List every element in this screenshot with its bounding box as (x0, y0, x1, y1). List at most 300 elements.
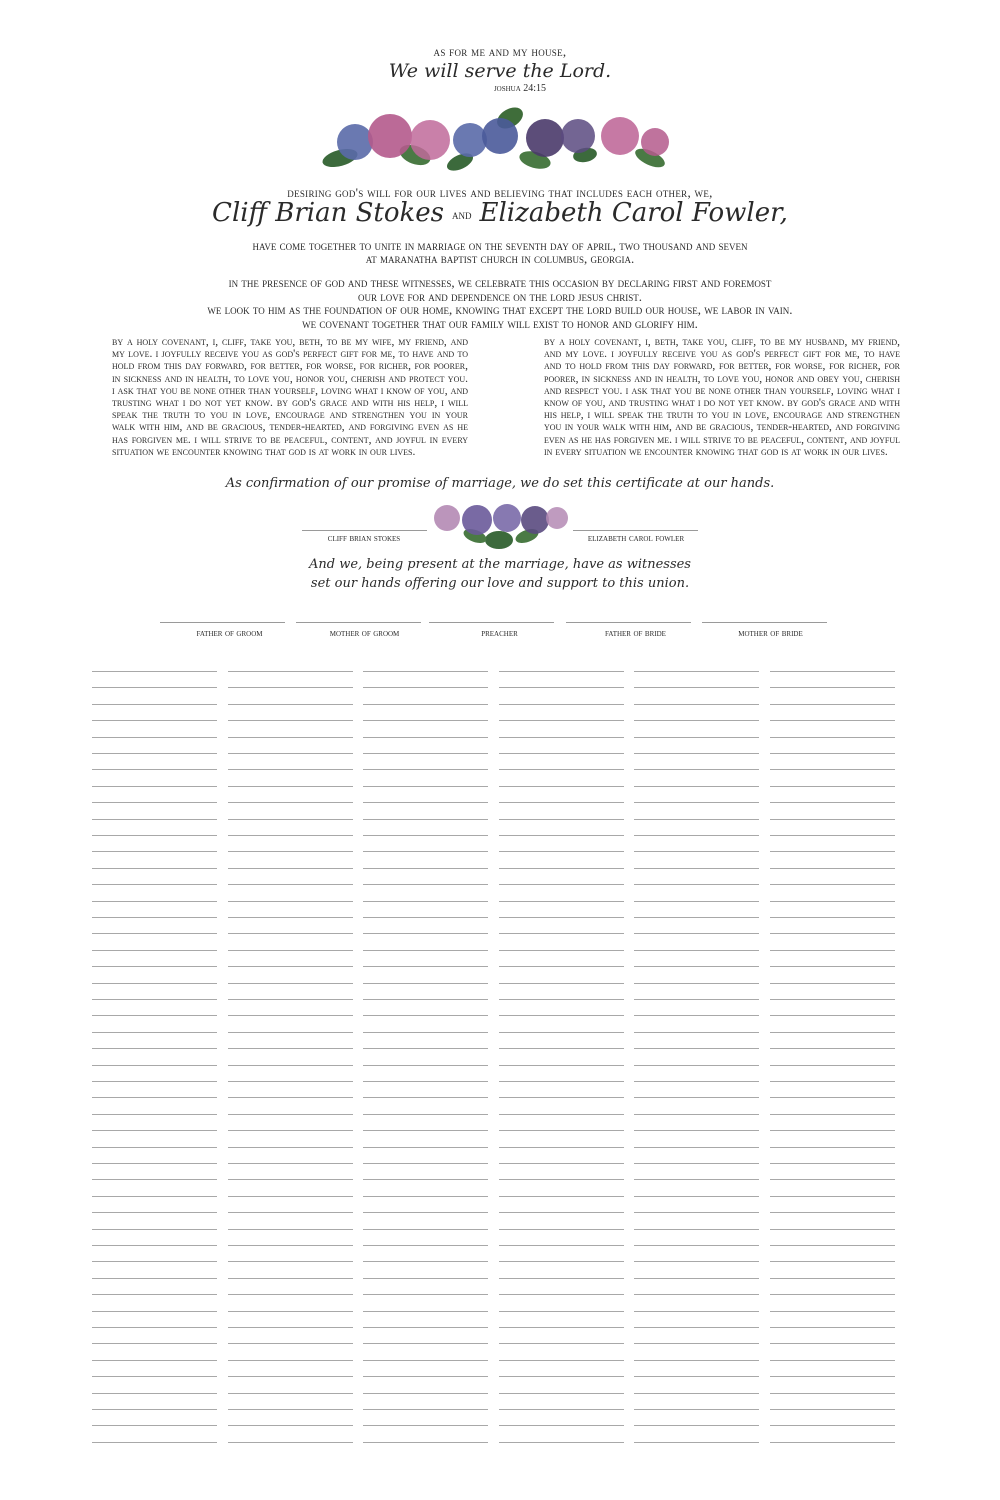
witness-signature-line[interactable] (92, 1442, 217, 1443)
witness-signature-line[interactable] (634, 1393, 759, 1394)
witness-signature-line[interactable] (770, 884, 895, 885)
witness-signature-line[interactable] (228, 704, 353, 705)
witness-signature-line[interactable] (363, 687, 488, 688)
witness-signature-line[interactable] (92, 1343, 217, 1344)
witness-signature-line[interactable] (92, 933, 217, 934)
witness-signature-line[interactable] (228, 1196, 353, 1197)
witness-signature-line[interactable] (634, 966, 759, 967)
witness-signature-line[interactable] (228, 1065, 353, 1066)
witness-signature-line[interactable] (228, 1327, 353, 1328)
witness-signature-line[interactable] (770, 1327, 895, 1328)
witness-signature-line[interactable] (770, 1343, 895, 1344)
witness-line: set our hands offering our love and support to this union. (310, 576, 690, 591)
witness-signature-line[interactable] (770, 769, 895, 770)
witness-signature-line[interactable] (499, 901, 624, 902)
witness-signature-line[interactable] (92, 704, 217, 705)
witness-signature-line[interactable] (363, 1261, 488, 1262)
witness-signature-line[interactable] (92, 1294, 217, 1295)
witness-signature-line[interactable] (770, 1015, 895, 1016)
witness-signature-line[interactable] (499, 687, 624, 688)
witness-signature-line[interactable] (634, 901, 759, 902)
witness-signature-line[interactable] (92, 1147, 217, 1148)
witness-signature-line[interactable] (363, 704, 488, 705)
witness-signature-line[interactable] (499, 1229, 624, 1230)
witness-signature-line[interactable] (770, 966, 895, 967)
witness-signature-line[interactable] (499, 835, 624, 836)
witness-signature-line[interactable] (499, 999, 624, 1000)
witness-signature-line[interactable] (228, 999, 353, 1000)
witness-signature-line[interactable] (634, 983, 759, 984)
witness-signature-line[interactable] (92, 753, 217, 754)
witness-signature-line[interactable] (634, 819, 759, 820)
witness-signature-line[interactable] (363, 671, 488, 672)
witness-signature-line[interactable] (770, 1065, 895, 1066)
witness-signature-line[interactable] (499, 720, 624, 721)
witness-signature-line[interactable] (499, 704, 624, 705)
witness-signature-line[interactable] (228, 835, 353, 836)
witness-signature-line[interactable] (634, 999, 759, 1000)
witness-signature-line[interactable] (363, 1147, 488, 1148)
witness-signature-line[interactable] (499, 753, 624, 754)
witness-signature-line[interactable] (770, 1147, 895, 1148)
witness-signature-line[interactable] (499, 1081, 624, 1082)
witness-signature-line[interactable] (770, 983, 895, 984)
witness-signature-line[interactable] (363, 901, 488, 902)
witness-signature-line[interactable] (634, 1130, 759, 1131)
witness-signature-line[interactable] (228, 1032, 353, 1033)
witness-signature-line[interactable] (363, 983, 488, 984)
witness-signature-line[interactable] (499, 1327, 624, 1328)
witness-signature-line[interactable] (363, 868, 488, 869)
witness-signature-line[interactable] (363, 819, 488, 820)
witness-signature-line[interactable] (92, 1376, 217, 1377)
witness-signature-line[interactable] (363, 851, 488, 852)
witness-signature-line[interactable] (770, 1048, 895, 1049)
witness-signature-line[interactable] (92, 769, 217, 770)
witness-signature-line[interactable] (499, 1065, 624, 1066)
witness-signature-line[interactable] (228, 720, 353, 721)
witness-signature-line[interactable] (228, 1376, 353, 1377)
witness-signature-line[interactable] (363, 1311, 488, 1312)
witness-signature-line[interactable] (634, 1015, 759, 1016)
father-of-groom-signature-line[interactable] (160, 622, 285, 623)
witness-signature-line[interactable] (770, 1179, 895, 1180)
witness-signature-line[interactable] (92, 720, 217, 721)
witness-signature-line[interactable] (363, 1032, 488, 1033)
witness-signature-line[interactable] (499, 786, 624, 787)
witness-signature-line[interactable] (499, 1048, 624, 1049)
witness-signature-line[interactable] (770, 720, 895, 721)
witness-signature-line[interactable] (228, 1229, 353, 1230)
witness-signature-line[interactable] (92, 1327, 217, 1328)
witness-signature-line[interactable] (499, 1278, 624, 1279)
witness-signature-line[interactable] (499, 671, 624, 672)
witness-signature-line[interactable] (770, 786, 895, 787)
witness-signature-line[interactable] (92, 851, 217, 852)
witness-signature-line[interactable] (228, 1409, 353, 1410)
witness-signature-line[interactable] (770, 1360, 895, 1361)
witness-signature-line[interactable] (634, 671, 759, 672)
witness-signature-line[interactable] (92, 1212, 217, 1213)
witness-signature-line[interactable] (634, 1081, 759, 1082)
witness-signature-line[interactable] (770, 1294, 895, 1295)
witness-signature-line[interactable] (770, 1425, 895, 1426)
witness-signature-line[interactable] (634, 1261, 759, 1262)
witness-signature-line[interactable] (228, 1360, 353, 1361)
witness-signature-line[interactable] (770, 835, 895, 836)
groom-name: Cliff Brian Stokes (212, 198, 445, 228)
witness-signature-line[interactable] (228, 1311, 353, 1312)
witness-signature-line[interactable] (499, 1360, 624, 1361)
witness-signature-line[interactable] (228, 687, 353, 688)
witness-signature-line[interactable] (92, 1015, 217, 1016)
witness-signature-line[interactable] (92, 999, 217, 1000)
witness-signature-line[interactable] (499, 983, 624, 984)
witness-signature-line[interactable] (634, 1097, 759, 1098)
witness-signature-line[interactable] (92, 687, 217, 688)
witness-signature-line[interactable] (499, 1442, 624, 1443)
witness-signature-line[interactable] (634, 950, 759, 951)
witness-signature-line[interactable] (363, 1376, 488, 1377)
witness-signature-line[interactable] (363, 1343, 488, 1344)
father-of-bride-signature-line[interactable] (566, 622, 691, 623)
witness-signature-line[interactable] (634, 1032, 759, 1033)
witness-signature-line[interactable] (634, 1196, 759, 1197)
witness-signature-line[interactable] (770, 1229, 895, 1230)
witness-signature-line[interactable] (92, 802, 217, 803)
witness-signature-line[interactable] (228, 1294, 353, 1295)
witness-signature-line[interactable] (92, 1179, 217, 1180)
witness-signature-line[interactable] (634, 802, 759, 803)
witness-signature-line[interactable] (499, 1196, 624, 1197)
witness-signature-line[interactable] (363, 1278, 488, 1279)
witness-signature-line[interactable] (770, 1032, 895, 1033)
witness-signature-line[interactable] (634, 769, 759, 770)
witness-signature-line[interactable] (770, 1245, 895, 1246)
witness-signature-line[interactable] (634, 1278, 759, 1279)
witness-signature-line[interactable] (770, 1278, 895, 1279)
witness-signature-line[interactable] (634, 1163, 759, 1164)
witness-signature-line[interactable] (499, 868, 624, 869)
witness-signature-line[interactable] (228, 917, 353, 918)
witness-signature-line[interactable] (499, 1163, 624, 1164)
witness-signature-line[interactable] (634, 1425, 759, 1426)
witness-signature-line[interactable] (92, 1311, 217, 1312)
witness-signature-line[interactable] (363, 1048, 488, 1049)
witness-signature-line[interactable] (634, 1409, 759, 1410)
witness-signature-line[interactable] (228, 737, 353, 738)
witness-signature-line[interactable] (363, 999, 488, 1000)
witness-signature-line[interactable] (634, 753, 759, 754)
witness-signature-line[interactable] (499, 737, 624, 738)
witness-signature-line[interactable] (499, 1032, 624, 1033)
witness-signature-line[interactable] (770, 1196, 895, 1197)
witness-signature-line[interactable] (634, 1294, 759, 1295)
witness-signature-line[interactable] (499, 1097, 624, 1098)
witness-signature-line[interactable] (92, 835, 217, 836)
witness-signature-line[interactable] (228, 983, 353, 984)
witness-signature-line[interactable] (228, 1343, 353, 1344)
witness-signature-line[interactable] (634, 1442, 759, 1443)
witness-signature-line[interactable] (92, 1032, 217, 1033)
witness-signature-line[interactable] (634, 851, 759, 852)
witness-signature-line[interactable] (770, 753, 895, 754)
witness-signature-line[interactable] (363, 884, 488, 885)
witness-signature-line[interactable] (363, 1425, 488, 1426)
witness-signature-line[interactable] (92, 868, 217, 869)
witness-signature-line[interactable] (363, 769, 488, 770)
witness-signature-line[interactable] (634, 1245, 759, 1246)
witness-signature-line[interactable] (499, 1130, 624, 1131)
witness-signature-line[interactable] (228, 671, 353, 672)
witness-signature-line[interactable] (363, 1229, 488, 1230)
witness-signature-line[interactable] (228, 1278, 353, 1279)
witness-signature-line[interactable] (770, 737, 895, 738)
witness-signature-line[interactable] (363, 753, 488, 754)
witness-signature-line[interactable] (92, 950, 217, 951)
witness-signature-line[interactable] (92, 1163, 217, 1164)
witness-signature-line[interactable] (92, 1409, 217, 1410)
witness-signature-line[interactable] (770, 1114, 895, 1115)
witness-signature-line[interactable] (499, 1114, 624, 1115)
witness-signature-line[interactable] (92, 1130, 217, 1131)
witness-signature-line[interactable] (634, 1327, 759, 1328)
witness-signature-line[interactable] (92, 1196, 217, 1197)
witness-signature-line[interactable] (228, 1179, 353, 1180)
witness-signature-line[interactable] (634, 1114, 759, 1115)
witness-signature-line[interactable] (228, 1147, 353, 1148)
witness-signature-line[interactable] (770, 999, 895, 1000)
witness-signature-line[interactable] (228, 1081, 353, 1082)
witness-signature-line[interactable] (363, 835, 488, 836)
witness-signature-line[interactable] (499, 851, 624, 852)
witness-signature-line[interactable] (92, 917, 217, 918)
witness-signature-line[interactable] (363, 720, 488, 721)
witness-signature-line[interactable] (499, 1245, 624, 1246)
preacher-signature-line[interactable] (429, 622, 554, 623)
witness-signature-line[interactable] (363, 737, 488, 738)
witness-signature-line[interactable] (770, 704, 895, 705)
witness-signature-line[interactable] (228, 1425, 353, 1426)
witness-signature-line[interactable] (228, 1130, 353, 1131)
witness-signature-line[interactable] (499, 1294, 624, 1295)
witness-signature-line[interactable] (634, 1343, 759, 1344)
witness-signature-line[interactable] (634, 1360, 759, 1361)
witness-signature-line[interactable] (499, 966, 624, 967)
witness-signature-line[interactable] (92, 1065, 217, 1066)
witness-signature-line[interactable] (770, 868, 895, 869)
witness-signature-line[interactable] (363, 1130, 488, 1131)
witness-signature-line[interactable] (228, 1442, 353, 1443)
witness-signature-line[interactable] (92, 786, 217, 787)
witness-signature-line[interactable] (228, 884, 353, 885)
witness-signature-line[interactable] (634, 737, 759, 738)
witness-signature-line[interactable] (363, 950, 488, 951)
witness-signature-line[interactable] (363, 1294, 488, 1295)
witness-signature-line[interactable] (92, 671, 217, 672)
witness-signature-line[interactable] (499, 1311, 624, 1312)
witness-signature-line[interactable] (770, 1261, 895, 1262)
witness-signature-line[interactable] (499, 1261, 624, 1262)
witness-signature-line[interactable] (770, 1409, 895, 1410)
witness-signature-line[interactable] (228, 802, 353, 803)
witness-signature-line[interactable] (228, 786, 353, 787)
witness-signature-line[interactable] (228, 819, 353, 820)
witness-signature-line[interactable] (499, 884, 624, 885)
witness-signature-line[interactable] (770, 819, 895, 820)
witness-signature-line[interactable] (634, 917, 759, 918)
witness-signature-line[interactable] (634, 884, 759, 885)
witness-signature-line[interactable] (770, 1442, 895, 1443)
witness-signature-line[interactable] (634, 1311, 759, 1312)
witness-signature-line[interactable] (634, 868, 759, 869)
witness-signature-line[interactable] (634, 720, 759, 721)
witness-signature-line[interactable] (92, 1081, 217, 1082)
witness-signature-line[interactable] (363, 1409, 488, 1410)
witness-signature-line[interactable] (634, 1048, 759, 1049)
witness-signature-line[interactable] (499, 933, 624, 934)
witness-signature-line[interactable] (363, 1327, 488, 1328)
witness-signature-line[interactable] (92, 1425, 217, 1426)
witness-signature-line[interactable] (363, 1196, 488, 1197)
witness-signature-line[interactable] (92, 983, 217, 984)
witness-signature-line[interactable] (228, 1212, 353, 1213)
witness-signature-line[interactable] (228, 1015, 353, 1016)
witness-signature-line[interactable] (363, 1081, 488, 1082)
witness-signature-line[interactable] (499, 819, 624, 820)
witness-signature-line[interactable] (228, 1163, 353, 1164)
witness-signature-line[interactable] (363, 1245, 488, 1246)
witness-signature-line[interactable] (499, 950, 624, 951)
witness-signature-line[interactable] (363, 966, 488, 967)
witness-signature-line[interactable] (499, 802, 624, 803)
witness-signature-line[interactable] (228, 1245, 353, 1246)
bride-signature-line[interactable] (573, 530, 698, 531)
mother-of-bride-signature-line[interactable] (702, 622, 827, 623)
witness-signature-line[interactable] (228, 753, 353, 754)
witness-signature-line[interactable] (634, 1376, 759, 1377)
witness-signature-line[interactable] (770, 671, 895, 672)
witness-signature-line[interactable] (634, 1065, 759, 1066)
witness-signature-line[interactable] (770, 1393, 895, 1394)
witness-signature-line[interactable] (499, 917, 624, 918)
witness-signature-line[interactable] (228, 933, 353, 934)
witness-signature-line[interactable] (499, 1425, 624, 1426)
witness-signature-line[interactable] (499, 1393, 624, 1394)
witness-signature-line[interactable] (228, 1261, 353, 1262)
witness-signature-line[interactable] (499, 1409, 624, 1410)
witness-signature-line[interactable] (634, 835, 759, 836)
father-of-groom-label: father of groom (196, 628, 263, 639)
witness-signature-line[interactable] (363, 1097, 488, 1098)
witness-signature-line[interactable] (92, 1048, 217, 1049)
witness-signature-line[interactable] (634, 1212, 759, 1213)
witness-signature-line[interactable] (499, 1179, 624, 1180)
witness-signature-line[interactable] (92, 1278, 217, 1279)
witness-signature-line[interactable] (363, 933, 488, 934)
witness-signature-line[interactable] (770, 1130, 895, 1131)
witness-signature-line[interactable] (634, 933, 759, 934)
witness-signature-line[interactable] (92, 1261, 217, 1262)
witness-signature-line[interactable] (770, 802, 895, 803)
witness-signature-line[interactable] (228, 1114, 353, 1115)
witness-signature-line[interactable] (770, 687, 895, 688)
witness-signature-line[interactable] (634, 687, 759, 688)
witness-signature-line[interactable] (499, 1212, 624, 1213)
witness-signature-line[interactable] (770, 950, 895, 951)
witness-signature-line[interactable] (92, 966, 217, 967)
witness-signature-line[interactable] (634, 1179, 759, 1180)
witness-signature-line[interactable] (634, 1147, 759, 1148)
witness-signature-line[interactable] (770, 917, 895, 918)
mother-of-groom-label: mother of groom (329, 628, 400, 639)
witness-signature-line[interactable] (770, 1081, 895, 1082)
witness-signature-line[interactable] (770, 1212, 895, 1213)
witness-signature-line[interactable] (363, 1065, 488, 1066)
witness-signature-line[interactable] (770, 933, 895, 934)
witness-signature-line[interactable] (92, 1393, 217, 1394)
witness-signature-line[interactable] (92, 1229, 217, 1230)
witness-signature-line[interactable] (363, 1015, 488, 1016)
witness-signature-line[interactable] (770, 1163, 895, 1164)
witness-signature-line[interactable] (363, 1212, 488, 1213)
witness-signature-line[interactable] (499, 1015, 624, 1016)
witness-signature-line[interactable] (770, 1097, 895, 1098)
witness-signature-grid (92, 660, 895, 1450)
witness-signature-line[interactable] (228, 851, 353, 852)
witness-signature-line[interactable] (228, 868, 353, 869)
witness-signature-line[interactable] (363, 1393, 488, 1394)
witness-signature-line[interactable] (228, 1048, 353, 1049)
witness-signature-line[interactable] (363, 1442, 488, 1443)
witness-signature-line[interactable] (228, 901, 353, 902)
witness-signature-line[interactable] (363, 786, 488, 787)
witness-signature-line[interactable] (228, 966, 353, 967)
witness-signature-line[interactable] (634, 704, 759, 705)
witness-signature-line[interactable] (363, 802, 488, 803)
witness-signature-line[interactable] (499, 1376, 624, 1377)
witness-signature-line[interactable] (92, 1097, 217, 1098)
witness-signature-line[interactable] (363, 1360, 488, 1361)
witness-signature-line[interactable] (92, 901, 217, 902)
witness-signature-line[interactable] (92, 1360, 217, 1361)
witness-signature-line[interactable] (92, 1245, 217, 1246)
witness-signature-line[interactable] (634, 786, 759, 787)
mother-of-groom-signature-line[interactable] (296, 622, 421, 623)
witness-signature-line[interactable] (228, 769, 353, 770)
witness-signature-line[interactable] (363, 1179, 488, 1180)
witness-signature-line[interactable] (770, 1376, 895, 1377)
witness-signature-line[interactable] (92, 819, 217, 820)
witness-signature-line[interactable] (92, 1114, 217, 1115)
witness-signature-line[interactable] (499, 1343, 624, 1344)
witness-signature-line[interactable] (228, 1097, 353, 1098)
witness-signature-line[interactable] (499, 1147, 624, 1148)
witness-signature-line[interactable] (228, 950, 353, 951)
witness-signature-line[interactable] (363, 917, 488, 918)
witness-signature-line[interactable] (363, 1114, 488, 1115)
witness-signature-line[interactable] (770, 901, 895, 902)
witness-signature-line[interactable] (92, 884, 217, 885)
witness-signature-line[interactable] (363, 1163, 488, 1164)
witness-signature-line[interactable] (770, 1311, 895, 1312)
witness-signature-line[interactable] (228, 1393, 353, 1394)
groom-signature-line[interactable] (302, 530, 427, 531)
witness-signature-line[interactable] (634, 1229, 759, 1230)
witness-signature-line[interactable] (499, 769, 624, 770)
witness-signature-line[interactable] (770, 851, 895, 852)
witness-signature-line[interactable] (92, 737, 217, 738)
